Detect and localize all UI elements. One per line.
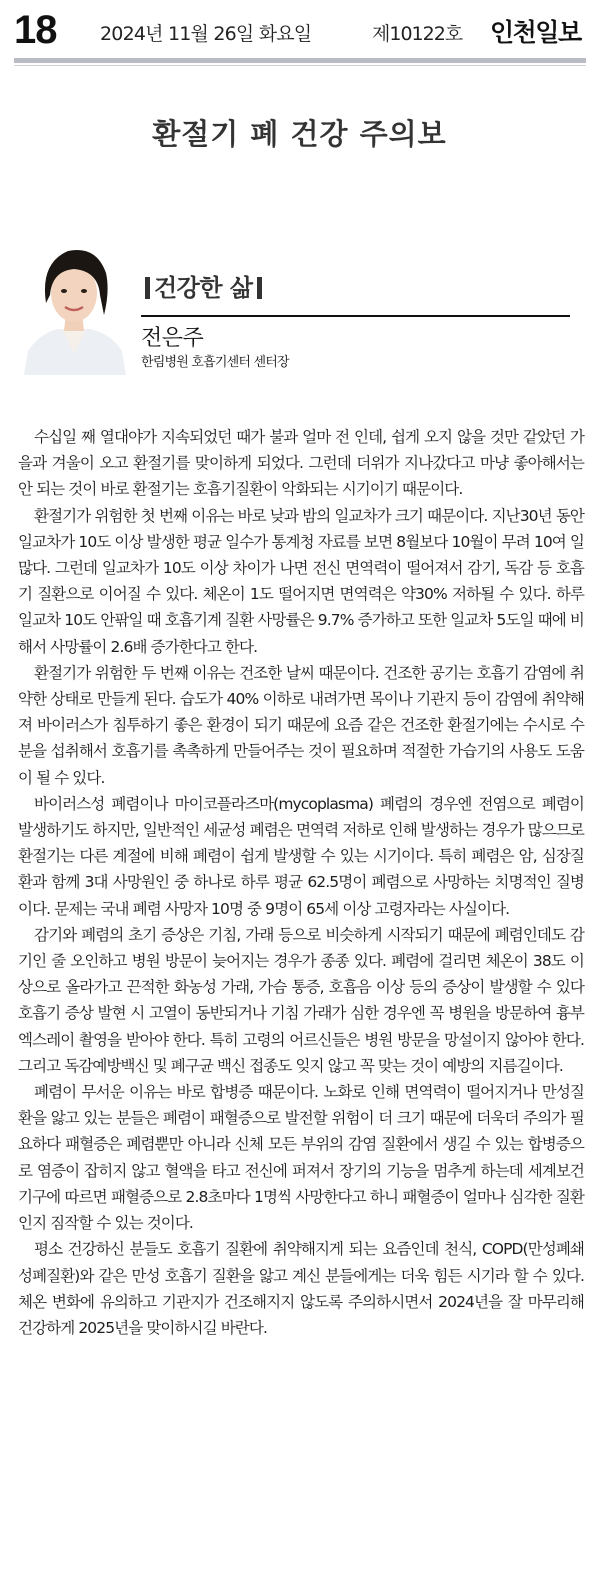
article-paragraph: 바이러스성 폐렴이나 마이코플라즈마(mycoplasma) 폐렴의 경우엔 전염으로 폐렴이 발생하기도 하지만, 일반적인 세균성 폐렴은 면역력 저하로 인해 발생하는 경우가 많으므로 환절기는 다른 계절에 비해 폐렴이 쉽게 발생할 수 있는 시기이다. 특히 폐렴은 암, 심장질환과 함께 3대 사망원인 중 하나로 하루 평균 62.5명이 폐렴으로 사망하는 치명적인 질병이다. 문제는 국내 폐렴 사망자 10명 중 9명이 65세 이상 고령자라는 사실이다.: [18, 794, 584, 918]
article-paragraph: 감기와 폐렴의 초기 증상은 기침, 가래 등으로 비슷하게 시작되기 때문에 폐렴인데도 감기인 줄 오인하고 병원 방문이 늦어지는 경우가 종종 있다. 폐렴에 걸리면 체온이 38도 이상으로 올라가고 끈적한 화농성 가래, 가슴 통증, 호흡음 이상 등의 증상이 발생할 수 있다 호흡기 증상 발현 시 고열이 동반되거나 기침 가래가 심한 경우엔 꼭 병원을 방문하여 흉부 엑스레이 촬영을 받아야 한다. 특히 고령의 어르신들은 병원 방문을 망설이지 않아야 한다. 그리고 독감예방백신 및 폐구균 백신 접종도 잊지 않고 꼭 맞는 것이 예방의 지름길이다.: [18, 925, 584, 1075]
article-headline: 환절기 폐 건강 주의보: [152, 117, 447, 151]
article-paragraph: 환절기가 위험한 첫 번째 이유는 바로 낮과 밤의 일교차가 크기 때문이다. 지난30년 동안 일교차가 10도 이상 발생한 평균 일수가 통계청 자료를 보면 8월보다 10월이 무려 10여 일 많다. 그런데 일교차가 10도 이상 차이가 나면 전신 면역력이 떨어져서 감기, 독감 등 호흡기 질환으로 이어질 수 있다. 체온이 1도 떨어지면 면역력은 약30% 저하될 수 있다. 하루 일교차 10도 안팎일 때 호흡기계 질환 사망률은 9.7% 증가하고 또한 일교차 5도일 때에 비해서 사망률이 2.6배 증가한다고 한다.: [18, 506, 584, 656]
masthead-rule-thin: [14, 65, 586, 66]
page-number: 18: [14, 8, 57, 52]
article-body: [18, 424, 584, 1341]
newspaper-name: 인천일보: [490, 18, 581, 47]
label-bar-right: [257, 277, 262, 299]
author-title: 한림병원 호흡기센터 센터장: [141, 355, 289, 370]
article-paragraph: 폐렴이 무서운 이유는 바로 합병증 때문이다. 노화로 인해 면역력이 떨어지거나 만성질환을 앓고 있는 분들은 폐렴이 패혈증으로 발전할 위험이 더 크기 때문에 더욱더 주의가 필요하다 패혈증은 폐렴뿐만 아니라 신체 모든 부위의 감염 질환에서 생길 수 있는 합병증으로 염증이 잡히지 않고 혈액을 타고 전신에 퍼져서 장기의 기능을 멈추게 하는데 세계보건기구에 따르면 패혈증으로 2.8초마다 1명씩 사망한다고 하니 패혈증이 얼마나 심각한 질환인지 짐작할 수 있는 것이다.: [18, 1083, 584, 1233]
author-portrait: [18, 233, 130, 375]
issue-number: 제10122호: [372, 23, 463, 45]
masthead-rule: [14, 58, 586, 63]
byline-rule: [141, 315, 570, 317]
newspaper-masthead: [0, 0, 599, 62]
column-label: [141, 273, 266, 303]
author-name: 전은주: [141, 326, 204, 351]
article-paragraph: 평소 건강하신 분들도 호흡기 질환에 취약해지게 되는 요즘인데 천식, COPD(만성폐쇄성폐질환)와 같은 만성 호흡기 질환을 앓고 계신 분들에게는 더욱 힘든 시기라 할 수 있다. 체온 변화에 유의하고 기관지가 건조해지지 않도록 주의하시면서 2024년을 잘 마무리해 건강하게 2025년을 맞이하시길 바란다.: [18, 1240, 584, 1337]
article-paragraph: 환절기가 위험한 두 번째 이유는 건조한 날씨 때문이다. 건조한 공기는 호흡기 감염에 취약한 상태로 만들게 된다. 습도가 40% 이하로 내려가면 목이나 기관지 등이 감염에 취약해져 바이러스가 침투하기 좋은 환경이 되기 때문에 요즘 같은 건조한 환절기에는 수시로 수분을 섭취해서 호흡기를 촉촉하게 만들어주는 것이 필요하며 적절한 가습기의 사용도 도움이 될 수 있다.: [18, 663, 584, 787]
author-byline: [0, 225, 599, 375]
article-paragraph: 수십일 째 열대야가 지속되었던 때가 불과 얼마 전 인데, 쉽게 오지 않을 것만 같았던 가을과 겨울이 오고 환절기를 맞이하게 되었다. 그런데 더위가 지나갔다고 마냥 좋아해서는 안 되는 것이 바로 환절기는 호흡기질환이 악화되는 시기이기 때문이다.: [18, 428, 584, 499]
column-label-text: 건강한 삶: [154, 274, 253, 302]
label-bar-left: [145, 277, 150, 299]
publication-date: 2024년 11월 26일 화요일: [100, 23, 312, 45]
